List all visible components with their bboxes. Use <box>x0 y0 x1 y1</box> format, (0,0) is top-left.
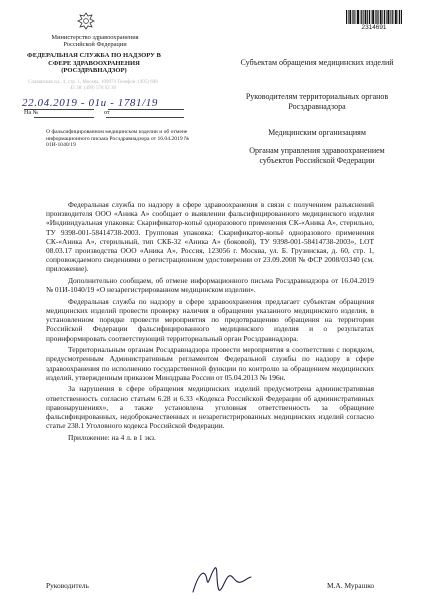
body-paragraph-3: Федеральная служба по надзору в сфере здравоохранения предлагает субъектам обращения медицинских изделий провести проверку наличия в обращении указанного медицинского изделия, в установленном порядке провести мероприятия по предотвращению обращения на территории Российской Федерации фальсифицированного медицинского изделия и о результатах проинформировать соответствующий территориальный орган Росздравнадзора. <box>46 296 374 343</box>
reference-date-label: от <box>104 110 110 116</box>
recipient-3: Медицинским организациям <box>268 128 366 137</box>
recipient-4: Органам управления здравоохранением субъектов Российской Федерации <box>249 146 385 165</box>
number-underline <box>108 109 184 110</box>
body-paragraph-1: Федеральная служба по надзору в сфере здравоохранения в связи с получением разъяснений производителя ООО «Аника А» сообщает о выявлении фальсифицированного медицинского изделия «Индивидуальная упаковка: Скарификатор-копьё одноразового применения СК-«Аника А», стерильно, ТУ 9398-001-58414738-2003. Групповая упаковка: Скарификатор-копьё одноразового применения СК-«Аника А», стерильный, тип СКБ-32 «Аника А» (боковой), ТУ 9398-001-58414738-2003», LOT 08.03.17 производства ООО «Аника А», Россия, 123056 г. Москва, ул. Б. Грузинская, д. 60, стр. 1, сопровождаемого сведениями о регистрационном удостоверении от 23.09.2008 № ФСР 2008/03340 (см. приложение). <box>46 200 374 274</box>
ministry-name: Министерство здравоохранения Российской Федерации <box>51 34 139 49</box>
agency-address: Славянская пл., 4, стр. 1, Москва, 109074 Телефон: (495) 698 45 38; (499) 578 02 30 <box>28 80 158 91</box>
recipient-2: Руководителям территориальных органов Росздравнадзора <box>245 92 389 111</box>
reference-date-line <box>106 117 184 118</box>
handwritten-registration: 22.04.2019 - 01и - 1781/19 <box>22 97 158 109</box>
letter-body <box>46 200 374 444</box>
emblem-icon <box>75 10 97 32</box>
barcode-number: 2314691 <box>361 24 387 31</box>
letter-subject: О фальсифицированном медицинском изделии и об отмене информационного письма Росздравнадзора от 16.04.2019 № 01И-1040/19 <box>46 129 190 149</box>
signatory-role: Руководитель <box>46 581 89 590</box>
attachment-note: Приложение: на 4 л. в 1 экз. <box>68 432 156 442</box>
body-paragraph-4: Территориальным органам Росздравнадзора провести мероприятия в соответствии с порядком, предусмотренным Административным регламентом Федеральной службы по надзору в сфере здравоохранения по исполнению государственной функции по контролю за обращением медицинских изделий, утвержденным приказом Минздрава России от 05.04.2013 № 196н. <box>46 345 374 382</box>
reference-number-label: На № <box>24 110 39 116</box>
recipient-1: Субъектам обращения медицинских изделий <box>240 58 394 67</box>
reference-number-line <box>34 117 94 118</box>
barcode-icon <box>346 10 402 24</box>
signature-icon <box>185 562 255 598</box>
signatory-name: М.А. Мурашко <box>327 581 375 590</box>
agency-name: ФЕДЕРАЛЬНАЯ СЛУЖБА ПО НАДЗОРУ В СФЕРЕ ЗДРАВООХРАНЕНИЯ (РОСЗДРАВНАДЗОР) <box>27 52 161 75</box>
body-paragraph-2: Дополнительно сообщаем, об отмене информационного письма Росздравнадзора от 16.04.2019 № 01И-1040/19 «О незарегистрированном медицинском изделии». <box>46 276 374 295</box>
body-paragraph-5: За нарушения в сфере обращения медицинских изделий предусмотрена административная ответственность согласно статьям 6.28 и 6.33 «Кодекса Российской Федерации об административных правонарушениях», а также установлена уголовная ответственность за обращение фальсифицированных, недоброкачественных и незарегистрированных медицинских изделий согласно статье 238.1 Уголовного кодекса Российской Федерации. <box>46 384 374 431</box>
